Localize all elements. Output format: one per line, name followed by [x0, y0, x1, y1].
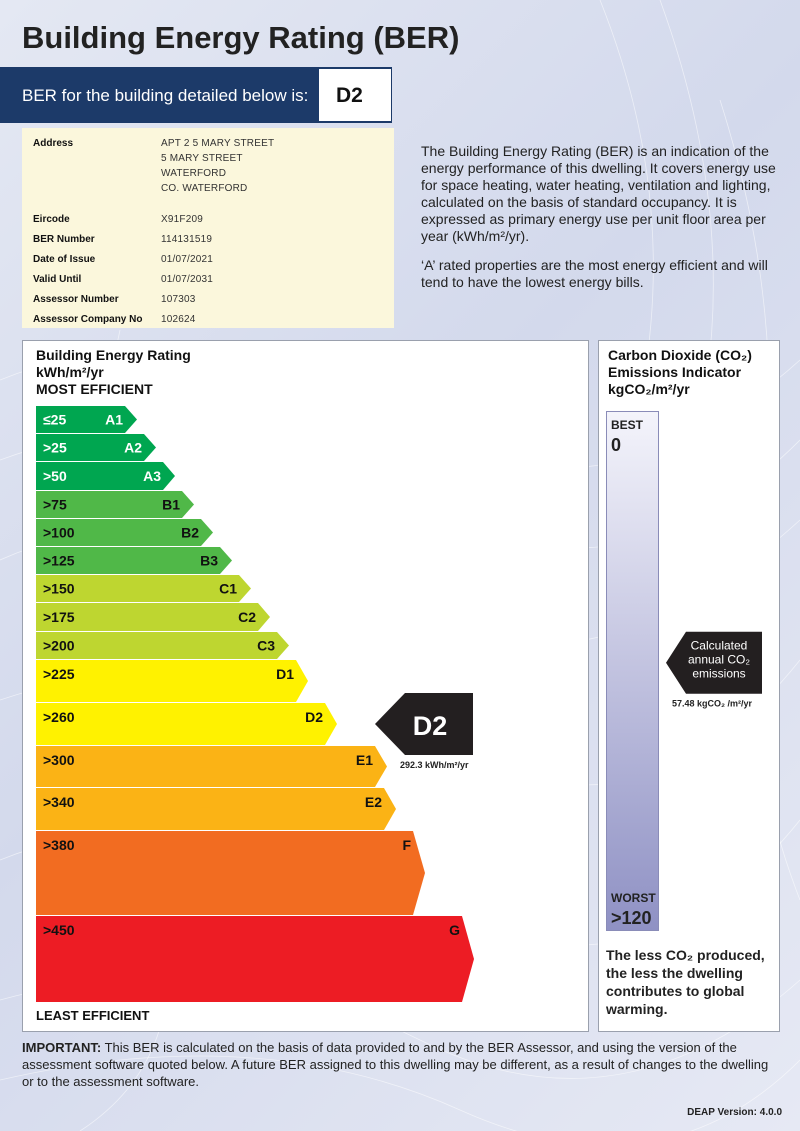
- ber-band-b1-grade: B1: [162, 496, 180, 513]
- ber-band-a3-grade: A3: [143, 468, 161, 484]
- co2-marker-value: 57.48 kgCO₂ /m²/yr: [671, 698, 753, 709]
- ber-band-d1-threshold: >225: [43, 666, 75, 682]
- ber-band-a2-threshold: >25: [43, 439, 67, 456]
- ber-band-a1-threshold: ≤25: [43, 411, 67, 428]
- important-text: This BER is calculated on the basis of data provided to and by the BER Assessor, and using the version of the assessment software quoted below. A future BER assigned to this dwelling may be different, as a result of changes to the dwelling or to the assessment software.: [22, 1040, 769, 1089]
- ber-band-e1-grade: E1: [355, 752, 373, 768]
- ber-band-c1-threshold: >150: [43, 580, 75, 597]
- co2-unit: kgCO₂/m²/yr: [608, 381, 690, 397]
- ber-band-c3-grade: C3: [257, 637, 275, 654]
- detail-eircode-label: Eircode: [33, 214, 70, 225]
- detail-ber-number-label: BER Number: [33, 234, 95, 245]
- detail-eircode-value: X91F209: [161, 214, 203, 225]
- co2-worst-value: >120: [611, 908, 652, 928]
- ber-band-b1-threshold: >75: [43, 496, 67, 513]
- ber-band-a2-grade: A2: [124, 439, 142, 456]
- most-efficient-label: MOST EFFICIENT: [36, 381, 153, 397]
- ber-band-b2-threshold: >100: [43, 524, 75, 541]
- co2-best-label: BEST: [611, 418, 644, 432]
- ber-band-d1: [36, 660, 308, 702]
- ber-band-d2: [36, 703, 337, 745]
- detail-assessor-number-label: Assessor Number: [33, 294, 119, 305]
- ber-band-c1-grade: C1: [219, 580, 237, 597]
- co2-heading: Carbon Dioxide (CO₂): [608, 347, 752, 363]
- ber-band-b3-grade: B3: [200, 552, 218, 569]
- ber-band-e2-grade: E2: [364, 794, 382, 810]
- co2-marker-line-1: Calculated: [690, 638, 748, 653]
- least-efficient-label: LEAST EFFICIENT: [36, 1008, 150, 1023]
- page-title: Building Energy Rating (BER): [22, 20, 460, 55]
- deap-version: DEAP Version: 4.0.0: [687, 1107, 782, 1118]
- ber-band-g-grade: G: [449, 922, 460, 938]
- ber-band-g: [36, 916, 474, 1002]
- ber-band-b2-grade: B2: [181, 524, 199, 541]
- detail-address-value: APT 2 5 MARY STREET 5 MARY STREET WATERFORD CO. WATERFORD: [161, 138, 275, 194]
- co2-subheading: Emissions Indicator: [608, 364, 742, 380]
- ber-band-f: [36, 831, 425, 915]
- ber-band-a1-grade: A1: [105, 411, 123, 428]
- detail-address-label: Address: [33, 138, 74, 149]
- co2-note: The less CO₂ produced, the less the dwelling contributes to global warming.: [606, 947, 765, 1017]
- ber-band-c2-threshold: >175: [43, 609, 75, 625]
- co2-marker-line-2: annual CO₂: [687, 652, 751, 667]
- detail-ber-number-value: 114131519: [161, 234, 213, 245]
- ber-band-c3-threshold: >200: [43, 637, 75, 654]
- ber-band-g-threshold: >450: [43, 922, 75, 938]
- detail-valid-until-label: Valid Until: [33, 274, 82, 285]
- ber-band-e2: [36, 788, 396, 830]
- ber-band-e2-threshold: >340: [43, 794, 75, 810]
- ber-scale-unit: kWh/m²/yr: [36, 364, 104, 380]
- ber-rating-label: BER for the building detailed below is:: [22, 86, 309, 105]
- ber-band-e1-threshold: >300: [43, 752, 75, 768]
- detail-assessor-company-label: Assessor Company No: [33, 314, 143, 325]
- important-prefix: IMPORTANT:: [22, 1040, 102, 1055]
- ber-band-a3-threshold: >50: [43, 468, 67, 484]
- ber-description-paragraph-1: The Building Energy Rating (BER) is an indication of the energy performance of this dwelling. It covers energy use for space heating, water heating, ventilation and lighting, calculated on the basis of standard occupancy. It is expressed as primary energy use per unit floor area per year (kWh/m²/yr).: [421, 143, 776, 244]
- detail-date-of-issue-label: Date of Issue: [33, 254, 96, 265]
- detail-date-of-issue-value: 01/07/2021: [161, 254, 214, 265]
- important-notice: [22, 1039, 782, 1090]
- ber-band-f-threshold: >380: [43, 837, 75, 853]
- detail-assessor-number-value: 107303: [161, 294, 196, 305]
- ber-band-d2-grade: D2: [305, 709, 323, 725]
- co2-worst-label: WORST: [611, 891, 656, 905]
- ber-rating-value: D2: [319, 69, 391, 121]
- detail-valid-until-value: 01/07/2031: [161, 274, 214, 285]
- co2-best-value: 0: [611, 435, 622, 455]
- ber-band-d2-threshold: >260: [43, 709, 75, 725]
- current-rating-marker-label: D2: [412, 711, 448, 741]
- ber-band-f-grade: F: [402, 837, 411, 853]
- ber-description-paragraph-2: ‘A’ rated properties are the most energy efficient and will tend to have the lowest energy bills.: [421, 257, 768, 290]
- ber-band-b3-threshold: >125: [43, 552, 75, 569]
- current-rating-value: 292.3 kWh/m²/yr: [400, 760, 469, 770]
- detail-assessor-company-value: 102624: [161, 314, 196, 325]
- ber-band-c2-grade: C2: [238, 609, 256, 625]
- ber-band-d1-grade: D1: [276, 666, 294, 682]
- ber-scale-heading: Building Energy Rating: [36, 347, 191, 363]
- ber-band-e1: [36, 746, 387, 787]
- co2-marker-line-3: emissions: [692, 666, 746, 681]
